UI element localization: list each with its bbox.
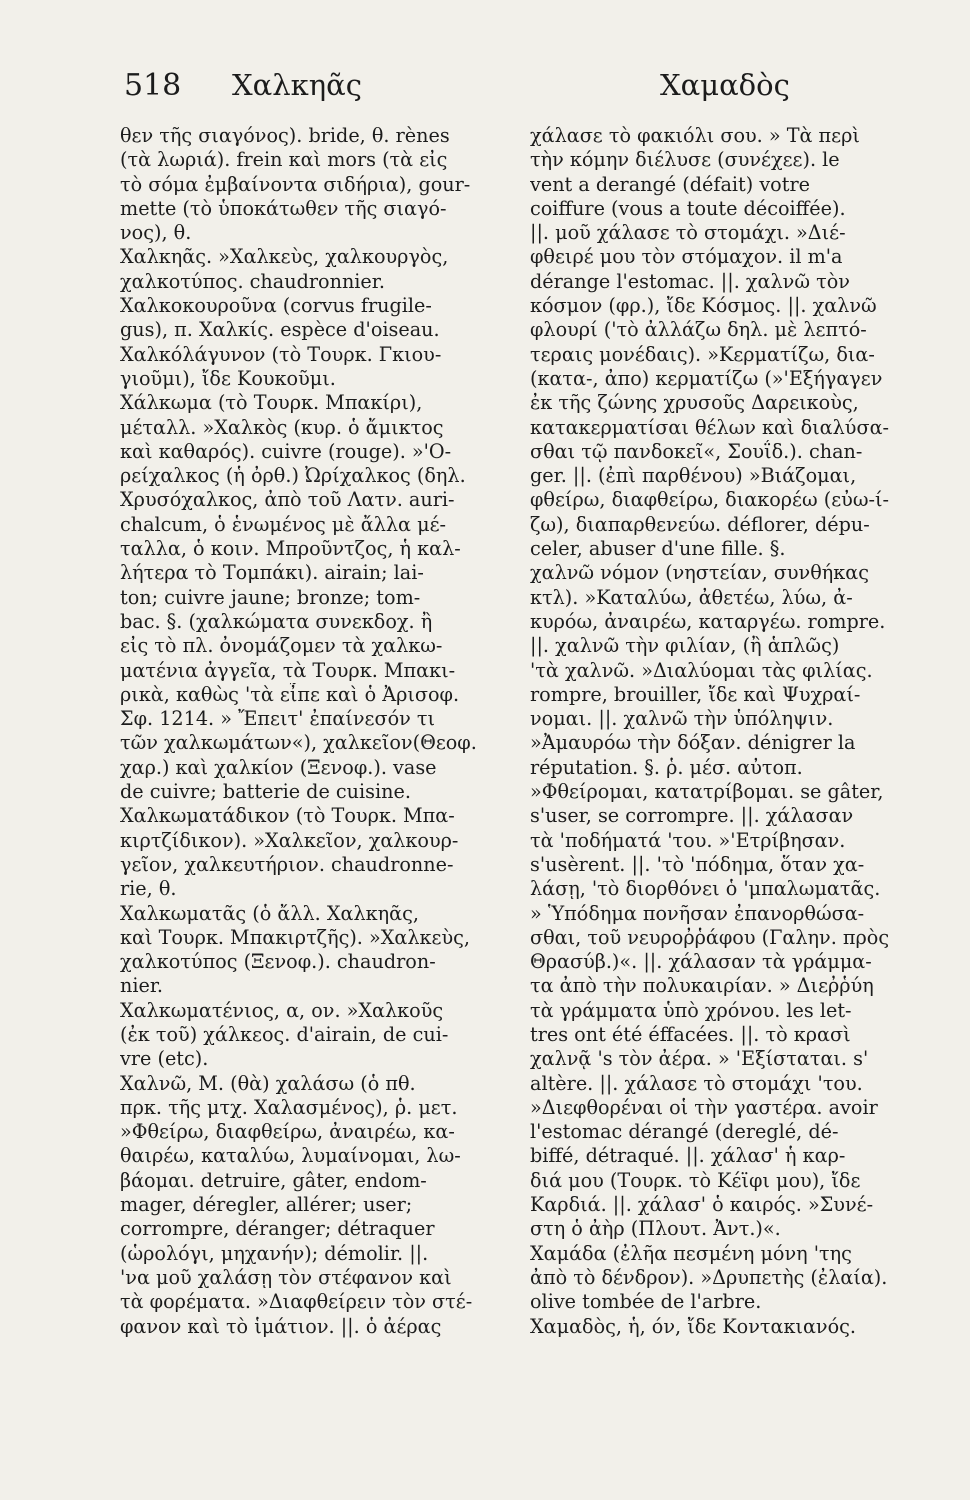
text-line: Θρασύβ.)«. ||. χάλασαν τὰ γράμμα- — [530, 950, 872, 974]
text-line: Χαλκωματένιος, α, ον. »Χαλκοῦς — [120, 998, 444, 1022]
text-line: χαλκοτύπος. chaudronnier. — [120, 269, 385, 293]
text-line: φανον καὶ τὸ ἱμάτιον. ||. ὁ ἀέρας — [120, 1314, 442, 1338]
text-line: Χαλνῶ, Μ. (θὰ) χαλάσω (ὁ πθ. — [120, 1071, 416, 1095]
text-line: Χρυσόχαλκος, ἀπὸ τοῦ Λατν. auri- — [120, 488, 455, 512]
text-line: ματένια ἀγγεῖα, τὰ Τουρκ. Μπακι- — [120, 658, 456, 682]
text-line: νος), θ. — [120, 221, 192, 245]
text-line: de cuivre; batterie de cuisine. — [120, 780, 411, 804]
text-line: ζω), διαπαρθενεύω. déflorer, dépu- — [530, 512, 870, 536]
text-line: (ἐκ τοῦ) χάλκεος. d'airain, de cui- — [120, 1022, 449, 1046]
text-line: τὰ γράμματα ὑπὸ χρόνου. les let- — [530, 998, 852, 1022]
text-line: olive tombée de l'arbre. — [530, 1290, 762, 1314]
left-running-headword: Χαλκηᾶς — [232, 68, 362, 102]
text-line: bac. §. (χαλκώματα συνεκδοχ. ἢ — [120, 609, 433, 633]
text-line: Χαλκόλάγυνον (τὸ Τουρκ. Γκιου- — [120, 342, 442, 366]
text-line: κόσμον (φρ.), ἴδε Κόσμος. ||. χαλνῶ — [530, 294, 877, 318]
text-line: réputation. §. ῥ. μέσ. αὐτοπ. — [530, 755, 803, 779]
text-line: ger. ||. (ἐπὶ παρθένου) »Βιάζομαι, — [530, 464, 857, 488]
text-line: rompre, brouiller, ἴδε καὶ Ψυχραί- — [530, 682, 861, 706]
text-line: χαλνᾷ 's τὸν ἀέρα. » 'Εξίσταται. s' — [530, 1047, 869, 1071]
text-line: τα ἀπὸ τὴν πολυκαιρίαν. » Διεῤῥύη — [530, 974, 874, 998]
text-line: ton; cuivre jaune; bronze; tom- — [120, 585, 421, 609]
text-line: φλουρί ('τὸ ἀλλάζω δηλ. μὲ λεπτό- — [530, 318, 867, 342]
text-line: τὴν κόμην διέλυσε (συνέχεε). le — [530, 148, 840, 172]
text-line: »Ἀμαυρόω τὴν δόξαν. dénigrer la — [530, 731, 856, 755]
left-column — [120, 124, 510, 1339]
text-line: εἰς τὸ πλ. ὀνομάζομεν τὰ χαλκω- — [120, 634, 443, 658]
text-line: κατακερματίσαι θέλων καὶ διαλύσα- — [530, 415, 890, 439]
right-running-headword: Χαμαδὸς — [660, 68, 790, 102]
text-line: κυρόω, ἀναιρέω, καταργέω. rompre. — [530, 609, 886, 633]
text-line: Χαλκηᾶς. »Χαλκεὺς, χαλκουργὸς, — [120, 245, 449, 269]
text-line: dérange l'estomac. ||. χαλνῶ τὸν — [530, 269, 850, 293]
text-line: θεν τῆς σιαγόνος). bride, θ. rènes — [120, 124, 450, 147]
text-line: mager, déregler, allérer; user; — [120, 1193, 413, 1217]
text-line: τὸ σόμα ἐμβαίνοντα σιδήρια), gour- — [120, 172, 471, 196]
text-line: ||. μοῦ χάλασε τὸ στομάχι. »Διέ- — [530, 221, 846, 245]
text-line: gus), π. Χαλκίς. espèce d'oiseau. — [120, 318, 440, 342]
text-line: τὰ φορέματα. »Διαφθείρειν τὸν στέ- — [120, 1290, 473, 1314]
text-line: tres ont été éffacées. ||. τὸ κρασὶ — [530, 1022, 851, 1046]
text-line: καὶ Τουρκ. Μπακιρτζῆς). »Χαλκεὺς, — [120, 925, 470, 949]
text-line: Χαλκωματάδικον (τὸ Τουρκ. Μπα- — [120, 804, 455, 828]
text-line: mette (τὸ ὑποκάτωθεν τῆς σιαγό- — [120, 196, 447, 220]
text-line: τεραις μονέδαις). »Κερματίζω, δια- — [530, 342, 875, 366]
text-line: »Φθείρομαι, κατατρίβομαι. se gâter, — [530, 780, 884, 804]
text-line: ||. χαλνῶ τὴν φιλίαν, (ἢ ἁπλῶς) — [530, 634, 840, 658]
text-line: (ὡρολόγι, μηχανήν); démolir. ||. — [120, 1241, 429, 1265]
text-line: θαιρέω, καταλύω, λυμαίνομαι, λω- — [120, 1144, 461, 1168]
text-line: celer, abuser d'une fille. §. — [530, 537, 786, 561]
text-line: γεῖον, χαλκευτήριον. chaudronne- — [120, 852, 454, 876]
text-line: τὰ 'ποδήματά 'του. »'Ετρίβησαν. — [530, 828, 846, 852]
text-line: (τὰ λωριά). frein καὶ mors (τὰ εἰς — [120, 148, 448, 172]
text-line: corrompre, déranger; détraquer — [120, 1217, 435, 1241]
text-line: ρικὰ, καθὼς 'τὰ εἶπε καὶ ὁ Ἀρισοφ. — [120, 682, 460, 706]
page-number: 518 — [124, 68, 182, 103]
text-line: »Φθείρω, διαφθείρω, ἀναιρέω, κα- — [120, 1120, 455, 1144]
text-line: μέταλλ. »Χαλκὸς (κυρ. ὁ ἄμικτος — [120, 415, 444, 439]
text-line: vre (etc). — [120, 1047, 209, 1071]
text-line: τῶν χαλκωμάτων«), χαλκεῖον(Θεοφ. — [120, 731, 477, 755]
text-line: s'usèrent. ||. 'τὸ 'πόδημα, ὅταν χα- — [530, 852, 865, 876]
text-line: λάσῃ, 'τὸ διορθόνει ὁ 'μπαλωματᾶς. — [530, 877, 881, 901]
text-line: rie, θ. — [120, 877, 177, 901]
text-line: 'τὰ χαλνῶ. »Διαλύομαι τὰς φιλίας. — [530, 658, 873, 682]
text-line: βάομαι. detruire, gâter, endom- — [120, 1168, 427, 1192]
text-line: σθαι, τοῦ νευροῤῥάφου (Γαλην. πρὸς — [530, 925, 890, 949]
text-line: σθαι τῷ πανδοκεῖ«, Σουΐδ.). chan- — [530, 439, 863, 463]
text-line: chalcum, ὁ ἑνωμένος μὲ ἄλλα μέ- — [120, 512, 447, 536]
text-line: Χαλκοκουροῦνα (corvus frugile- — [120, 294, 432, 318]
text-line: ρείχαλκος (ἡ ὀρθ.) Ὠρίχαλκος (δηλ. — [120, 464, 466, 488]
page-header — [120, 62, 910, 112]
text-line: Χαλκωματᾶς (ὁ ἄλλ. Χαλκηᾶς, — [120, 901, 419, 925]
text-line: Σφ. 1214. » Ἔπειτ' ἐπαίνεσόν τι — [120, 707, 436, 731]
text-line: χάλασε τὸ φακιόλι σου. » Τὰ περὶ — [530, 124, 860, 147]
right-column — [530, 124, 920, 1339]
text-line: (κατα-, ἀπο) κερματίζω (»'Εξήγαγεν — [530, 366, 883, 390]
text-line: ἀπὸ τὸ δένδρον). »Δρυπετὴς (ἐλαία). — [530, 1265, 888, 1289]
text-line: altère. ||. χάλασε τὸ στομάχι 'του. — [530, 1071, 863, 1095]
text-line: στη ὁ ἀὴρ (Πλουτ. Ἀντ.)«. — [530, 1217, 781, 1241]
text-line: biffé, détraqué. ||. χάλασ' ἡ καρ- — [530, 1144, 846, 1168]
text-line: νομαι. ||. χαλνῶ τὴν ὑπόληψιν. — [530, 707, 834, 731]
text-line: »Διεφθορέναι οἱ τὴν γαστέρα. avoir — [530, 1095, 878, 1119]
text-line: φθειρέ μου τὸν στόμαχον. il m'a — [530, 245, 843, 269]
text-line: λήτερα τὸ Τομπάκι). airain; lai- — [120, 561, 424, 585]
text-line: φθείρω, διαφθείρω, διακορέω (εὐω-ί- — [530, 488, 889, 512]
text-line: κτλ). »Καταλύω, ἀθετέω, λύω, ἀ- — [530, 585, 853, 609]
text-line: nier. — [120, 974, 164, 998]
text-line: Χάλκωμα (τὸ Τουρκ. Μπακίρι), — [120, 391, 423, 415]
text-line: coiffure (vous a toute décoiffée). — [530, 196, 846, 220]
text-line: ἐκ τῆς ζώνης χρυσοῦς Δαρεικοὺς, — [530, 391, 859, 415]
text-line: » Ὑπόδημα πονῆσαν ἐπανορθώσα- — [530, 901, 865, 925]
text-line: s'user, se corrompre. ||. χάλασαν — [530, 804, 854, 828]
text-line: χαλκοτύπος (Ξενοφ.). chaudron- — [120, 950, 436, 974]
text-line: Χαμάδα (ἐλῆα πεσμένη μόνη 'της — [530, 1241, 852, 1265]
text-line: πρκ. τῆς μτχ. Χαλασμένος), ῥ. μετ. — [120, 1095, 458, 1119]
text-line: vent a derangé (défait) votre — [530, 172, 810, 196]
text-line: καὶ καθαρός). cuivre (rouge). »'Ο- — [120, 439, 452, 463]
text-line: l'estomac dérangé (dereglé, dé- — [530, 1120, 839, 1144]
text-line: γιοῦμι), ἴδε Κουκοῦμι. — [120, 366, 336, 390]
text-line: Καρδιά. ||. χάλασ' ὁ καιρός. »Συνέ- — [530, 1193, 874, 1217]
text-line: 'να μοῦ χαλάσῃ τὸν στέφανον καὶ — [120, 1265, 452, 1289]
text-line: χαρ.) καὶ χαλκίον (Ξενοφ.). vase — [120, 755, 437, 779]
text-line: ταλλα, ὁ κοιν. Μπροῦντζος, ἡ καλ- — [120, 537, 461, 561]
text-line: κιρτζίδικον). »Χαλκεῖον, χαλκουρ- — [120, 828, 459, 852]
text-line: χαλνῶ νόμον (νηστείαν, συνθήκας — [530, 561, 869, 585]
text-line: Χαμαδὸς, ἡ, όν, ἴδε Κοντακιανός. — [530, 1314, 856, 1338]
text-line: διά μου (Τουρκ. τὸ Κέϊφι μου), ἴδε — [530, 1168, 861, 1192]
